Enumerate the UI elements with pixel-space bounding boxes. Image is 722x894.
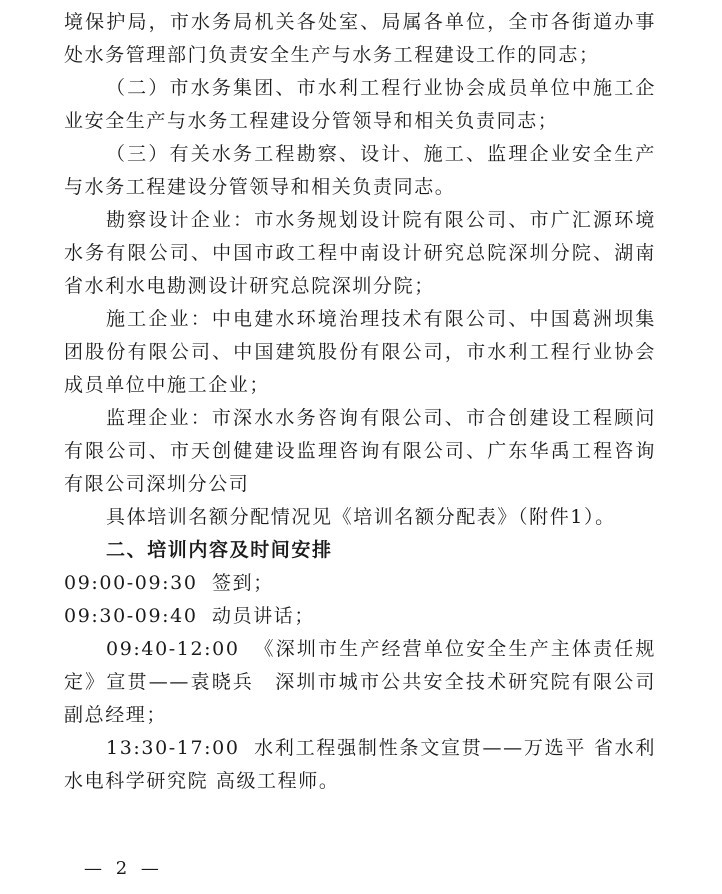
schedule-time: 09:00-09:30 <box>64 572 198 594</box>
paragraph-item-3: （三）有关水务工程勘察、设计、施工、监理企业安全生产与水务工程建设分管领导和相关负责同志。 <box>64 143 656 198</box>
schedule-item-long <box>64 732 656 798</box>
schedule-item <box>64 567 656 600</box>
paragraph-survey-design: 勘察设计企业：市水务规划设计院有限公司、市广汇源环境水务有限公司、中国市政工程中南设计研究总院深圳分院、湖南省水利水电勘测设计研究总院深圳分院； <box>64 209 656 297</box>
page-number: — 2 — <box>84 858 163 879</box>
paragraph-quota-note: 具体培训名额分配情况见《培训名额分配表》（附件1）。 <box>106 506 616 528</box>
schedule-time: 13:30-17:00 <box>106 737 240 759</box>
section-heading: 二、培训内容及时间安排 <box>106 539 333 561</box>
schedule-desc: 签到； <box>212 572 274 594</box>
paragraph-continuation: 境保护局，市水务局机关各处室、局属各单位，全市各街道办事处水务管理部门负责安全生产与水务工程建设工作的同志； <box>64 11 656 66</box>
schedule-desc: 动员讲话； <box>212 605 316 627</box>
paragraph-construction: 施工企业：中电建水环境治理技术有限公司、中国葛洲坝集团股份有限公司、中国建筑股份有限公司，市水利工程行业协会成员单位中施工企业； <box>64 308 656 396</box>
schedule-item <box>64 600 656 633</box>
schedule-desc: 《深圳市生产经营单位安全生产主体责任规定》宣贯——袁晓兵 深圳市城市公共安全技术研究院有限公司副总经理； <box>64 638 656 726</box>
schedule-desc: 水利工程强制性条文宣贯——万选平 省水利水电科学研究院 高级工程师。 <box>64 737 656 792</box>
paragraph-supervision: 监理企业：市深水水务咨询有限公司、市合创建设工程顾问有限公司、市天创健建设监理咨询有限公司、广东华禹工程咨询有限公司深圳分公司 <box>64 407 656 495</box>
schedule-time: 09:30-09:40 <box>64 605 198 627</box>
document-body <box>64 6 656 798</box>
schedule-item-long <box>64 633 656 732</box>
schedule-time: 09:40-12:00 <box>106 638 240 660</box>
paragraph-item-2: （二）市水务集团、市水利工程行业协会成员单位中施工企业安全生产与水务工程建设分管领导和相关负责同志； <box>64 77 656 132</box>
